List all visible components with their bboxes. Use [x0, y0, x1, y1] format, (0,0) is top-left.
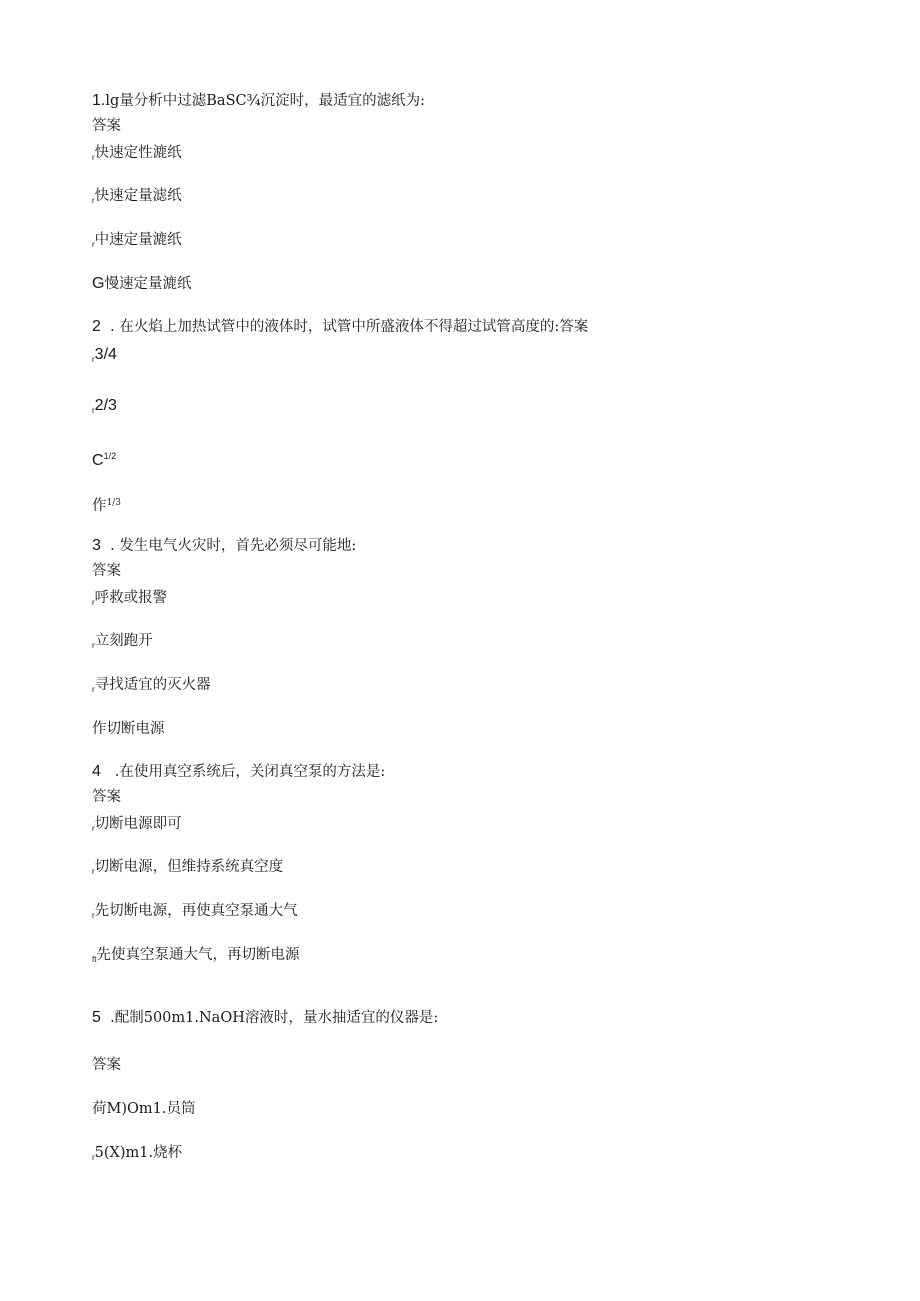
option-text: 慢速定量漉纸	[104, 276, 192, 292]
question-2-stem	[92, 318, 588, 336]
option-text: 2/3	[94, 397, 117, 414]
radio-mark: ft	[92, 955, 97, 964]
question-2-option-d[interactable]	[92, 494, 121, 515]
question-1-option-d[interactable]	[92, 275, 191, 293]
question-4-option-c[interactable]	[92, 902, 298, 925]
option-text: 快速定性漉纸	[94, 145, 182, 161]
radio-mark: r	[92, 641, 95, 650]
question-5-option-a[interactable]	[92, 1100, 195, 1118]
radio-mark: G	[92, 275, 105, 292]
option-text: 寻找适宜的灭火器	[94, 677, 211, 693]
radio-mark: r	[92, 406, 95, 415]
radio-mark: 荷	[92, 1101, 107, 1117]
radio-mark: r	[92, 824, 95, 833]
question-4-stem	[92, 763, 385, 781]
radio-mark: r	[92, 598, 95, 607]
option-text: 快速定量滤纸	[94, 188, 182, 204]
option-text: M)Om1.员筒	[106, 1101, 196, 1117]
question-1-stem	[92, 92, 425, 110]
question-2-option-a[interactable]	[92, 346, 117, 369]
radio-mark: r	[92, 867, 95, 876]
question-1-option-a[interactable]	[92, 144, 182, 167]
radio-mark: r	[92, 153, 95, 162]
question-4-option-a[interactable]	[92, 815, 182, 838]
option-text: 1/3	[106, 498, 121, 508]
option-text: 立刻跑开	[94, 633, 153, 649]
question-4-option-d[interactable]	[92, 946, 299, 969]
question-5-answer-label: 答案	[92, 1057, 121, 1073]
question-4-answer-label: 答案	[92, 789, 121, 805]
question-3-answer-label: 答案	[92, 563, 121, 579]
question-5-stem	[92, 1009, 438, 1027]
question-1-answer-label: 答案	[92, 118, 121, 134]
radio-mark: r	[92, 911, 95, 920]
radio-mark: 作	[92, 498, 107, 514]
question-1-text: lg量分析中过滤BaSC¾沉淀时，最适宜的滤纸为:	[105, 93, 426, 109]
option-text: 呼救或报警	[94, 590, 168, 606]
question-3-stem	[92, 537, 356, 555]
option-text: 切断电源	[106, 721, 165, 737]
question-3-option-c[interactable]	[92, 676, 211, 699]
question-5-option-b[interactable]	[92, 1144, 182, 1167]
question-3-option-a[interactable]	[92, 589, 167, 612]
radio-mark: 作	[92, 721, 107, 737]
question-2-text: . 在火焰上加热试管中的液体时，试管中所盛液体不得超过试管高度的:答案	[110, 319, 589, 335]
option-text: 先切断电源，再使真空泵通大气	[94, 903, 298, 919]
question-5-text: .配制500m1.NaOH溶液时，量水抽适宜的仪器是:	[110, 1010, 439, 1026]
question-2-number: 2	[92, 318, 101, 335]
radio-mark: r	[92, 355, 95, 364]
question-2-option-b[interactable]	[92, 397, 117, 420]
option-text: 1/2	[103, 451, 117, 461]
option-text: 中速定量漉纸	[94, 232, 182, 248]
question-1-option-b[interactable]	[92, 187, 182, 210]
option-text: 先使真空泵通大气，再切断电源	[96, 947, 300, 963]
radio-mark: r	[92, 240, 95, 249]
question-3-option-b[interactable]	[92, 632, 153, 655]
question-2-option-c[interactable]	[92, 447, 116, 470]
question-3-number: 3	[92, 537, 101, 554]
radio-mark: r	[92, 196, 95, 205]
radio-mark: r	[92, 1153, 95, 1162]
radio-mark: C	[92, 452, 104, 469]
question-4-number: 4	[92, 763, 101, 780]
radio-mark: r	[92, 685, 95, 694]
question-3-option-d[interactable]	[92, 720, 165, 738]
question-4-option-b[interactable]	[92, 858, 283, 881]
option-text: 3/4	[94, 346, 117, 363]
option-text: 切断电源即可	[94, 816, 182, 832]
option-text: 5(X)m1.烧杯	[94, 1145, 183, 1161]
question-4-text: .在使用真空系统后，关闭真空泵的方法是:	[114, 764, 386, 780]
question-1-number: 1.	[92, 92, 106, 109]
question-5-number: 5	[92, 1009, 101, 1026]
option-text: 切断电源，但维持系统真空度	[94, 859, 284, 875]
question-3-text: . 发生电气火灾时，首先必须尽可能地:	[110, 538, 357, 554]
question-1-option-c[interactable]	[92, 231, 182, 254]
